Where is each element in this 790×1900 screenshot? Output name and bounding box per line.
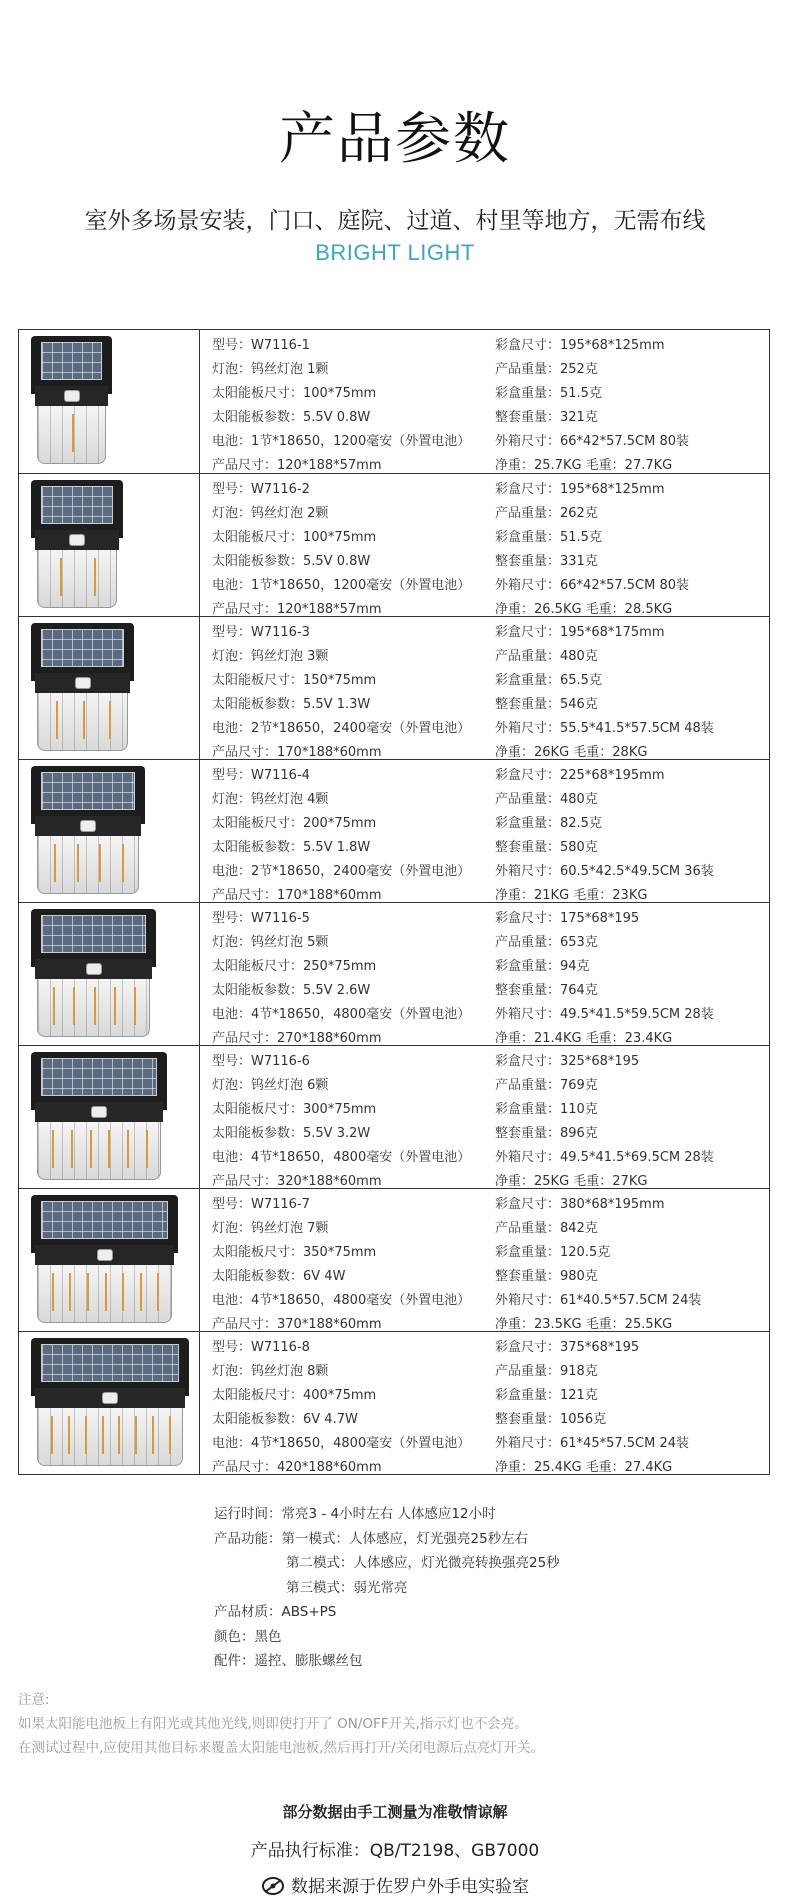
spec-line: 整套重量：546克 [495,697,598,712]
spec-column-left [200,617,490,759]
spec-line: 彩盒尺寸：195*68*125mm [495,338,665,353]
spec-line: 外箱尺寸：66*42*57.5CM 80装 [495,434,689,449]
execution-standard: 产品执行标准：QB/T2198、GB7000 [250,1841,540,1861]
spec-line: 灯泡：钨丝灯泡 7颗 [212,1221,329,1236]
spec-line: 型号：W7116-4 [212,768,310,783]
spec-line: 整套重量：980克 [495,1269,598,1284]
spec-line: 净重：21.4KG 毛重：23.4KG [495,1031,673,1046]
spec-line: 电池：4节*18650，4800毫安（外置电池） [212,1436,471,1451]
spec-line: 型号：W7116-1 [212,338,310,353]
spec-line: 型号：W7116-5 [212,911,310,926]
mode-3: 第三模式：弱光常亮 [286,1579,408,1596]
spec-line: 灯泡：钨丝灯泡 6颗 [212,1078,329,1093]
spec-line: 产品重量：480克 [495,792,598,807]
function-line [214,1527,560,1552]
spec-line: 电池：4节*18650，4800毫安（外置电池） [212,1293,471,1308]
spec-line: 灯泡：钨丝灯泡 1颗 [212,362,329,377]
spec-row [19,1045,769,1188]
spec-row [19,1188,769,1331]
spec-line: 太阳能板参数：5.5V 1.3W [212,697,371,712]
spec-column-right [490,330,769,473]
spec-line: 太阳能板尺寸：150*75mm [212,673,377,688]
spec-line: 产品尺寸：120*188*57mm [212,602,382,617]
solar-lamp-icon [31,623,134,753]
spec-line: 产品尺寸：370*188*60mm [212,1317,382,1332]
spec-line: 太阳能板尺寸：250*75mm [212,959,377,974]
spec-line: 太阳能板参数：5.5V 2.6W [212,983,371,998]
spec-line: 产品尺寸：420*188*60mm [212,1460,382,1475]
spec-line: 外箱尺寸：49.5*41.5*69.5CM 28装 [495,1150,714,1165]
spec-row [19,1331,769,1474]
data-source [0,1872,790,1897]
spec-line: 型号：W7116-3 [212,625,310,640]
mode-1: 第一模式：人体感应，灯光强亮25秒左右 [281,1530,529,1547]
spec-line: 型号：W7116-7 [212,1197,310,1212]
spec-row [19,473,769,616]
product-image [19,330,200,473]
spec-line: 型号：W7116-8 [212,1340,310,1355]
data-source-text: 数据来源于佐罗户外手电实验室 [291,1877,529,1897]
product-image [19,1189,200,1331]
spec-line: 产品重量：262克 [495,506,598,521]
spec-column-left [200,1046,490,1188]
spec-line: 整套重量：764克 [495,983,598,998]
solar-lamp-icon [31,909,156,1039]
spec-line: 电池：1节*18650，1200毫安（外置电池） [212,578,471,593]
spec-row [19,616,769,759]
spec-column-right [490,1332,769,1474]
spec-line: 外箱尺寸：61*40.5*57.5CM 24装 [495,1293,702,1308]
spec-line: 净重：23.5KG 毛重：25.5KG [495,1317,673,1332]
spec-line: 彩盒重量：120.5克 [495,1245,611,1260]
spec-line: 太阳能板参数：6V 4.7W [212,1412,358,1427]
spec-line: 彩盒尺寸：225*68*195mm [495,768,665,783]
spec-line: 彩盒重量：51.5克 [495,530,602,545]
spec-line: 净重：25.4KG 毛重：27.4KG [495,1460,673,1475]
spec-table [18,329,770,1475]
spec-line: 型号：W7116-6 [212,1054,310,1069]
spec-line: 彩盒尺寸：325*68*195 [495,1054,640,1069]
spec-line: 彩盒重量：94克 [495,959,590,974]
spec-line: 灯泡：钨丝灯泡 8颗 [212,1364,329,1379]
spec-column-right [490,903,769,1045]
spec-line: 太阳能板参数：5.5V 3.2W [212,1126,371,1141]
solar-lamp-icon [31,1195,178,1325]
spec-column-right [490,474,769,616]
spec-line: 外箱尺寸：49.5*41.5*59.5CM 28装 [495,1007,714,1022]
spec-column-right [490,1189,769,1331]
spec-line: 净重：21KG 毛重：23KG [495,888,648,903]
spec-line: 彩盒尺寸：195*68*125mm [495,482,665,497]
spec-line: 灯泡：钨丝灯泡 4颗 [212,792,329,807]
spec-line: 净重：25KG 毛重：27KG [495,1174,648,1189]
spec-line: 外箱尺寸：61*45*57.5CM 24装 [495,1436,689,1451]
spec-line: 彩盒重量：65.5克 [495,673,602,688]
spec-line: 灯泡：钨丝灯泡 5颗 [212,935,329,950]
spec-line: 灯泡：钨丝灯泡 2颗 [212,506,329,521]
spec-line: 产品尺寸：320*188*60mm [212,1174,382,1189]
spec-line: 彩盒重量：51.5克 [495,386,602,401]
spec-row [19,902,769,1045]
spec-line: 整套重量：580克 [495,840,598,855]
spec-column-right [490,617,769,759]
spec-line: 太阳能板尺寸：100*75mm [212,386,377,401]
spec-line: 彩盒重量：82.5克 [495,816,602,831]
solar-lamp-icon [31,1338,189,1468]
product-image [19,1332,200,1474]
note-title: 注意: [18,1692,50,1708]
spec-line: 产品重量：480克 [495,649,598,664]
note-line-2: 在测试过程中,应使用其他目标来覆盖太阳能电池板,然后再打开/关闭电源后点亮灯开关。 [18,1740,545,1756]
spec-line: 型号：W7116-2 [212,482,310,497]
spec-line: 净重：26.5KG 毛重：28.5KG [495,602,673,617]
spec-line: 灯泡：钨丝灯泡 3颗 [212,649,329,664]
spec-line: 电池：4节*18650，4800毫安（外置电池） [212,1007,471,1022]
spec-line: 整套重量：896克 [495,1126,598,1141]
spec-line: 外箱尺寸：66*42*57.5CM 80装 [495,578,689,593]
spec-line: 产品重量：842克 [495,1221,598,1236]
page-title: 产品参数 [279,107,511,172]
spec-line: 产品重量：769克 [495,1078,598,1093]
spec-line: 整套重量：331克 [495,554,598,569]
spec-line: 电池：4节*18650，4800毫安（外置电池） [212,1150,471,1165]
spec-row [19,330,769,473]
page-subtitle: 室外多场景安装，门口、庭院、过道、村里等地方，无需布线 [84,208,706,234]
spec-line: 产品尺寸：120*188*57mm [212,458,382,473]
spec-row [19,759,769,902]
product-image [19,617,200,759]
spec-column-left [200,760,490,902]
material-line: 产品材质：ABS+PS [214,1604,337,1620]
runtime-line: 运行时间：常亮3 - 4小时左右 人体感应12小时 [214,1506,496,1522]
spec-line: 彩盒尺寸：175*68*195 [495,911,640,926]
spec-line: 太阳能板尺寸：400*75mm [212,1388,377,1403]
solar-lamp-icon [31,766,145,896]
product-image [19,760,200,902]
spec-line: 产品尺寸：170*188*60mm [212,888,382,903]
spec-line: 太阳能板尺寸：350*75mm [212,1245,377,1260]
spec-line: 外箱尺寸：60.5*42.5*49.5CM 36装 [495,864,714,879]
function-label: 产品功能： [214,1530,282,1547]
color-line: 颜色：黑色 [214,1628,282,1645]
spec-line: 产品尺寸：270*188*60mm [212,1031,382,1046]
spec-line: 电池：2节*18650，2400毫安（外置电池） [212,721,471,736]
spec-line: 彩盒尺寸：195*68*175mm [495,625,665,640]
lab-logo-icon [261,1876,285,1896]
product-image [19,903,200,1045]
spec-line: 太阳能板尺寸：200*75mm [212,816,377,831]
spec-line: 电池：2节*18650，2400毫安（外置电池） [212,864,471,879]
solar-lamp-icon [31,480,123,610]
disclaimer: 部分数据由手工测量为准敬情谅解 [282,1803,508,1821]
spec-column-left [200,1332,490,1474]
spec-line: 电池：1节*18650，1200毫安（外置电池） [212,434,471,449]
product-image [19,1046,200,1188]
spec-line: 彩盒尺寸：375*68*195 [495,1340,640,1355]
mode-2: 第二模式：人体感应，灯光微亮转换强亮25秒 [286,1555,560,1571]
note-block [18,1688,544,1760]
spec-line: 外箱尺寸：55.5*41.5*57.5CM 48装 [495,721,714,736]
spec-column-right [490,760,769,902]
spec-line: 整套重量：1056克 [495,1412,607,1427]
spec-line: 太阳能板尺寸：300*75mm [212,1102,377,1117]
page-subtitle-english: BRIGHT LIGHT [315,240,475,265]
spec-line: 彩盒重量：121克 [495,1388,598,1403]
spec-line: 彩盒重量：110克 [495,1102,598,1117]
spec-column-left [200,474,490,616]
spec-column-left [200,1189,490,1331]
spec-column-left [200,903,490,1045]
spec-column-left [200,330,490,473]
spec-line: 净重：25.7KG 毛重：27.7KG [495,458,673,473]
spec-line: 产品重量：653克 [495,935,598,950]
product-image [19,474,200,616]
extra-info [214,1502,560,1674]
spec-line: 整套重量：321克 [495,410,598,425]
accessories-line: 配件：遥控、膨胀螺丝包 [214,1653,363,1669]
spec-line: 产品重量：918克 [495,1364,598,1379]
spec-line: 产品尺寸：170*188*60mm [212,745,382,760]
spec-line: 净重：26KG 毛重：28KG [495,745,648,760]
solar-lamp-icon [31,1052,167,1182]
spec-line: 太阳能板尺寸：100*75mm [212,530,377,545]
solar-lamp-icon [31,336,112,466]
note-line-1: 如果太阳能电池板上有阳光或其他光线,则即使打开了 ON/OFF开关,指示灯也不会亮。 [18,1716,528,1732]
spec-line: 彩盒尺寸：380*68*195mm [495,1197,665,1212]
spec-line: 太阳能板参数：6V 4W [212,1269,346,1284]
spec-line: 产品重量：252克 [495,362,598,377]
spec-line: 太阳能板参数：5.5V 0.8W [212,410,371,425]
spec-line: 太阳能板参数：5.5V 0.8W [212,554,371,569]
spec-column-right [490,1046,769,1188]
spec-line: 太阳能板参数：5.5V 1.8W [212,840,371,855]
